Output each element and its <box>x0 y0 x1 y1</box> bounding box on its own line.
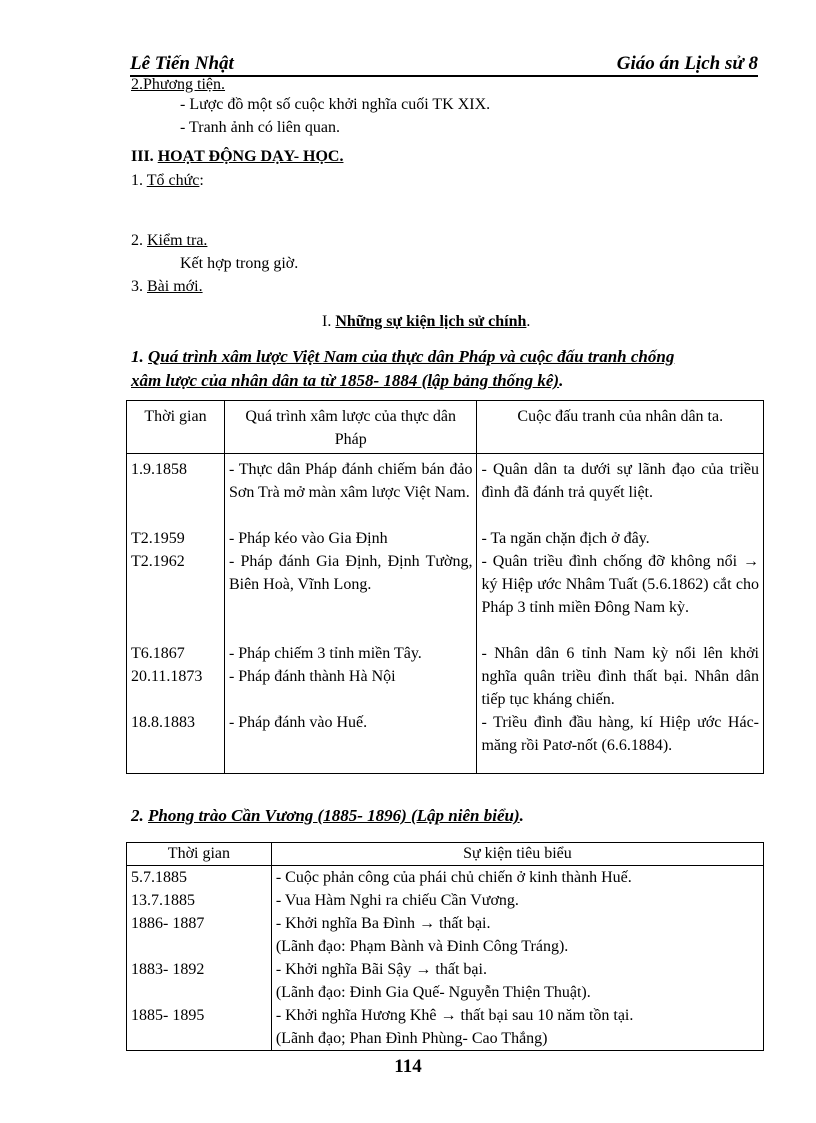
header-author: Lê Tiến Nhật <box>130 53 234 74</box>
item1-label: Tổ chức <box>146 172 200 189</box>
item2-label: Kiểm tra. <box>147 232 208 249</box>
time-cell: 1886- 1887 <box>127 912 272 935</box>
invasion-table <box>126 400 764 774</box>
section3-heading <box>131 148 343 166</box>
topic1-title-line2: xâm lược của nhân dân ta từ 1858- 1884 (lập bảng thống kê) <box>131 371 560 390</box>
section3-heading-text: HOẠT ĐỘNG DẠY- HỌC. <box>157 148 344 165</box>
people-entry: - Quân triều đình chống đỡ không nổi → ký Hiệp ước Nhâm Tuất (5.6.1862) cắt cho Pháp 3 tỉnh miền Đông Nam kỳ. <box>481 553 759 616</box>
check-line <box>131 232 207 250</box>
event-cell: (Lãnh đạo; Phan Đình Phùng- Cao Thắng) <box>271 1027 763 1051</box>
header-title: Giáo án Lịch sử 8 <box>616 53 758 74</box>
topic2-num: 2. <box>131 806 144 825</box>
time-cell: 5.7.1885 <box>127 866 272 890</box>
french-cell <box>224 454 477 774</box>
time-cell <box>127 981 272 1004</box>
event-cell: (Lãnh đạo: Đinh Gia Quế- Nguyễn Thiện Thuật). <box>271 981 763 1004</box>
french-entry: - Pháp kéo vào Gia Định <box>228 530 388 547</box>
item3-num: 3. <box>131 278 143 295</box>
header-time: Thời gian <box>127 401 225 454</box>
header-french: Quá trình xâm lược của thực dân Pháp <box>224 401 477 454</box>
time-cell <box>127 935 272 958</box>
topic1-suffix: . <box>559 371 564 390</box>
topic1-num: 1. <box>131 347 144 366</box>
french-entry: - Pháp chiếm 3 tỉnh miền Tây. <box>228 645 422 662</box>
table-row <box>127 1004 764 1027</box>
topic1-title-line1: Quá trình xâm lược Việt Nam của thực dân Pháp và cuộc đấu tranh chống <box>148 347 675 366</box>
table-row <box>127 981 764 1004</box>
item1-suffix: : <box>199 172 204 189</box>
part1-suffix: . <box>526 313 531 330</box>
time-cell: 1885- 1895 <box>127 1004 272 1027</box>
topic1-heading-line1 <box>131 347 674 367</box>
table-row <box>127 866 764 890</box>
event-cell: (Lãnh đạo: Phạm Bành và Đinh Công Tráng). <box>271 935 763 958</box>
table-row <box>127 912 764 935</box>
time-entry: T6.1867 <box>131 645 185 662</box>
section2-item-1: - Lược đồ một số cuộc khởi nghĩa cuối TK XIX. <box>180 96 491 113</box>
table-row <box>127 889 764 912</box>
section2-item-2: - Tranh ảnh có liên quan. <box>180 119 340 136</box>
time-entry: 20.11.1873 <box>131 668 203 685</box>
part1-num: I. <box>322 313 332 330</box>
table-header-row <box>127 843 764 866</box>
header-time: Thời gian <box>127 843 272 866</box>
event-cell: - Cuộc phản công của phái chủ chiến ở kinh thành Huế. <box>271 866 763 890</box>
people-entry: - Ta ngăn chặn địch ở đây. <box>481 530 650 547</box>
people-entry: - Triều đình đầu hàng, kí Hiệp ước Hác-măng rồi Patơ-nốt (6.6.1884). <box>481 714 759 754</box>
time-cell: 1883- 1892 <box>127 958 272 981</box>
event-cell: - Khởi nghĩa Bãi Sậy → thất bại. <box>271 958 763 981</box>
event-cell: - Khởi nghĩa Ba Đình → thất bại. <box>271 912 763 935</box>
time-cell <box>127 1027 272 1051</box>
topic1-heading-line2 <box>131 371 563 391</box>
organization-line <box>131 172 204 190</box>
page-number: 114 <box>394 1056 422 1077</box>
topic2-suffix: . <box>519 806 524 825</box>
people-cell <box>477 454 764 774</box>
people-entry: - Nhân dân 6 tỉnh Nam kỳ nổi lên khởi nghĩa quân triều đình thất bại. Nhân dân tiếp tục kháng chiến. <box>481 645 759 708</box>
french-entry: - Pháp đánh thành Hà Nội <box>228 668 396 685</box>
item2-body: Kết hợp trong giờ. <box>180 255 299 272</box>
part1-heading <box>322 313 530 331</box>
french-entry: - Pháp đánh vào Huế. <box>228 714 368 731</box>
time-entry: 18.8.1883 <box>131 714 195 731</box>
item1-num: 1. <box>131 172 143 189</box>
time-entry: T2.1959 <box>131 530 185 547</box>
table-row <box>127 958 764 981</box>
table-row <box>127 454 764 774</box>
item3-label: Bài mới. <box>147 278 203 295</box>
part1-title: Những sự kiện lịch sử chính <box>335 313 527 330</box>
time-cell: 13.7.1885 <box>127 889 272 912</box>
header-event: Sự kiện tiêu biểu <box>271 843 763 866</box>
topic2-title: Phong trào Cần Vương (1885- 1896) (Lập niên biểu) <box>148 806 520 825</box>
header-people: Cuộc đấu tranh của nhân dân ta. <box>477 401 764 454</box>
table-row <box>127 935 764 958</box>
french-entry: - Thực dân Pháp đánh chiếm bán đảo Sơn Trà mở màn xâm lược Việt Nam. <box>228 461 473 501</box>
table-row <box>127 1027 764 1051</box>
french-entry: - Pháp đánh Gia Định, Định Tường, Biên Hoà, Vĩnh Long. <box>228 553 473 593</box>
time-entry: 1.9.1858 <box>131 461 187 478</box>
new-lesson-line <box>131 278 203 296</box>
topic2-heading <box>131 806 524 826</box>
event-cell: - Khởi nghĩa Hương Khê → thất bại sau 10 năm tồn tại. <box>271 1004 763 1027</box>
item2-num: 2. <box>131 232 143 249</box>
section2-heading: 2.Phương tiện. <box>131 76 226 93</box>
section3-heading-num: III. <box>131 148 154 165</box>
time-entry: T2.1962 <box>131 553 185 570</box>
time-cell <box>127 454 225 774</box>
table-header-row <box>127 401 764 454</box>
can-vuong-table <box>126 842 764 1051</box>
people-entry: - Quân dân ta dưới sự lãnh đạo của triều đình đã đánh trả quyết liệt. <box>481 461 759 501</box>
event-cell: - Vua Hàm Nghi ra chiếu Cần Vương. <box>271 889 763 912</box>
